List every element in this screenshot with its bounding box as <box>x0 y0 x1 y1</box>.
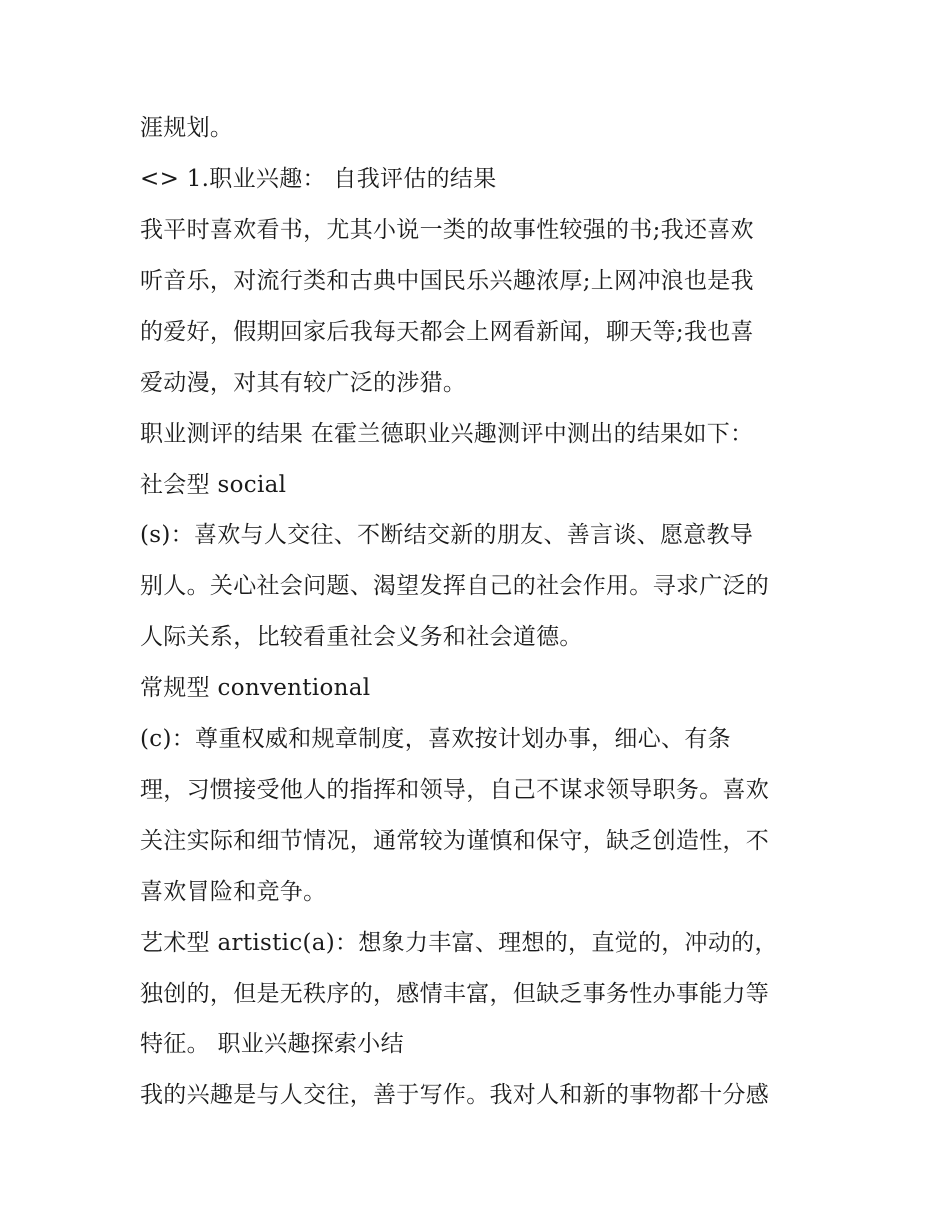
text-line-16: 喜欢冒险和竞争。 <box>140 879 327 905</box>
text-line-5: 的爱好，假期回家后我每天都会上网看新闻，聊天等;我也喜 <box>140 319 754 345</box>
text-line-13: (c)：尊重权威和规章制度，喜欢按计划办事，细心、有条 <box>140 726 731 752</box>
text-line-4: 听音乐，对流行类和古典中国民乐兴趣浓厚;上网冲浪也是我 <box>140 268 754 294</box>
text-line-18: 独创的，但是无秩序的，感情丰富，但缺乏事务性办事能力等 <box>140 981 770 1007</box>
text-line-17: 艺术型 artistic(a)：想象力丰富、理想的，直觉的，冲动的， <box>140 930 778 956</box>
text-line-20: 我的兴趣是与人交往，善于写作。我对人和新的事物都十分感 <box>140 1082 770 1108</box>
text-line-1: 涯规划。 <box>140 115 234 141</box>
text-line-10: 别人。关心社会问题、渴望发挥自己的社会作用。寻求广泛的 <box>140 573 770 599</box>
text-line-15: 关注实际和细节情况，通常较为谨慎和保守，缺乏创造性，不 <box>140 828 770 854</box>
text-line-12: 常规型 conventional <box>140 675 371 701</box>
text-line-2: <> 1.职业兴趣： 自我评估的结果 <box>140 166 497 192</box>
text-line-3: 我平时喜欢看书，尤其小说一类的故事性较强的书;我还喜欢 <box>140 217 754 243</box>
text-line-14: 理，习惯接受他人的指挥和领导，自己不谋求领导职务。喜欢 <box>140 777 770 803</box>
text-line-7: 职业测评的结果 在霍兰德职业兴趣测评中测出的结果如下： <box>140 421 754 447</box>
text-line-9: (s)：喜欢与人交往、不断结交新的朋友、善言谈、愿意教导 <box>140 522 754 548</box>
text-line-19: 特征。 职业兴趣探索小结 <box>140 1031 404 1057</box>
text-line-11: 人际关系，比较看重社会义务和社会道德。 <box>140 624 583 650</box>
text-line-6: 爱动漫，对其有较广泛的涉猎。 <box>140 370 467 396</box>
text-line-8: 社会型 social <box>140 472 287 498</box>
